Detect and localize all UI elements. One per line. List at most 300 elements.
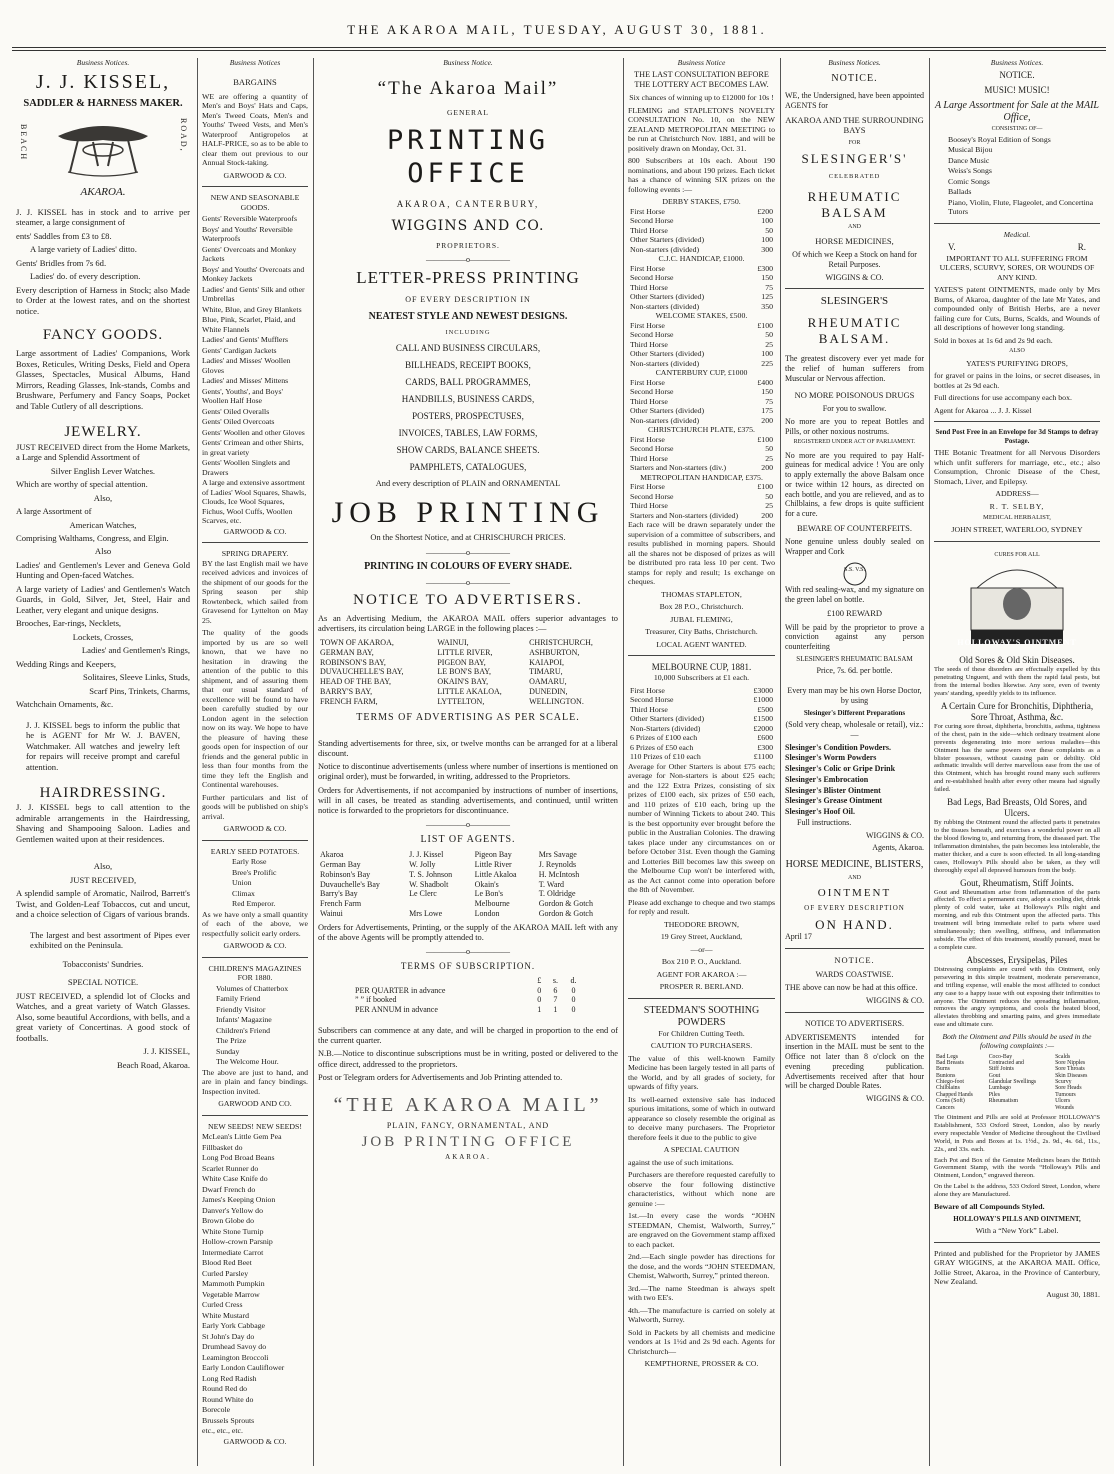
table-cell: 300 (761, 244, 773, 254)
table-cell: London (474, 908, 500, 918)
subscription-title: TERMS OF SUBSCRIPTION. (400, 960, 536, 971)
holloway-text: On the Label is the address, 533 Oxford Street, London, where alone they are Manufactured. (934, 1183, 1100, 1199)
list-item: Children's Friend (216, 1025, 271, 1035)
table-row (318, 870, 618, 880)
jewelry-text: Wedding Rings and Keepers, (16, 658, 117, 669)
column-4 (628, 58, 775, 1466)
table-cell: 100 (761, 216, 773, 226)
table-cell: Coco-Bay (988, 1053, 1013, 1060)
race-title: WELCOME STAKES, £500. (655, 311, 748, 321)
table-cell: French Farm (320, 899, 362, 909)
table-cell: Second Horse (630, 444, 674, 454)
table-cell: 125 (761, 292, 773, 302)
tobacco-text: A splendid sample of Aromatic, Nailrod, Barrett's Twist, and Golden-Leaf Tobaccos, cut and uncut, and a choice selection of Cigars of various brands. (16, 888, 190, 920)
table-cell: Other Starters (divided) (630, 292, 705, 302)
table-row (318, 909, 618, 919)
printing-office-title: PRINTING OFFICE (386, 125, 550, 190)
new-goods-list (202, 214, 308, 526)
melbourne-cup-signature: PROSPER R. BERLAND. (659, 982, 744, 992)
list-item: Friendly Visitor (216, 1004, 266, 1014)
table-row (318, 880, 618, 890)
balsam-text: With red sealing-wax, and my signature on the green label on bottle. (785, 584, 924, 604)
table-cell: £1500 (753, 714, 773, 724)
new-goods-title: NEW AND SEASONABLE GOODS. (210, 193, 300, 212)
fancy-goods-title: FANCY GOODS. (42, 327, 164, 344)
table-cell: Wounds (1055, 1104, 1074, 1111)
table-cell: 75 (765, 396, 773, 406)
table-cell: LE BON'S BAY, (437, 667, 492, 677)
table-cell: Le Bon's (474, 889, 503, 899)
column-3: Business Notice. “The Akaroa Mail” GENERAL PRINTING OFFICE AKAROA, CANTERBURY, WIGGINS AND CO. PROPRIETORS. —————o————— LETTER-PRESS PRINTING OF EVERY DESCRIPTION IN NEATEST STYLE AND NEWEST DESIGNS. INCLUDING CALL AND BUSINESS CIRCULARS, BILLHEADS, RECEIPT BOOKS, CARDS, BALL PROGRAMMES, HANDBILLS, BUSINESS CARDS, POSTERS, PROSPECTUSES, INVOICES, TABLES, LAW FORMS, SHOW CARDS, BALANCE SHEETS. PAMPHLETS, CATALOGUES, And every description of PLAIN and ORNAMENTAL JOB PRINTING On the Shortest Notice, and at CHRISCHURCH PRICES. —————o————— PRINTING IN COLOURS OF EVERY SHADE. —————o————— NOTICE TO ADVERTISERS. As an Advertising Medium, the AKAROA MAIL offers superior advantages to advertisers, its circulation being LARGE in the following places :— TOWN OF AKAROA, WAINUI, CHRISTCHURCH, GERMAN BAY, LITTLE RIVER, ASHBURTON, ROBINSON'S BAY, PIGEON BAY, KAIAPOI, DUVAUCHELLE'S BAY, LE BON'S BAY, TIMARU, HEAD OF THE BAY, OKAIN'S BAY, OAMARU, BARRY'S BAY, LITTLE AKALOA, DUNEDIN, FRENCH FARM, LYTTELTON, WELLINGTON. TERMS OF ADVERTISING AS PER SCALE. Standing advertisements for three, six, or twelve months can be arranged for at a liberal discount. Notice to discontinue advertisements (unless where number of insertions is mentioned on original order), must be forwarded, in writing, addressed to the Proprietors. Orders for Advertisements, if not accompanied by instructions of number of insertions, will in all cases, be treated as standing advertisements, and continued, until written notice is forwarded to the proprietors for discontinuance. —————o————— LIST OF AGENTS. Akaroa J. J. Kissel Pigeon Bay Mrs Savage German Bay W. Jolly Little River J. Reynolds Robinson's Bay T. S. Johnson Little Akaloa H. McIntosh Duvauchelle's Bay W. Shadbolt Okain's T. Ward Barry's Bay Le Clerc Le Bon's T. Oldridge French Farm Melbourne Gordon & Gotch Wainui Mrs Lowe London Gordon & Gotch Orders for Advertisements, Printing, or the supply of the AKAROA MAIL left with any of the above Agents will be promptly attended to. —————o————— TERMS OF SUBSCRIPTION. £ s. d. PER QUARTER in advance 0 6 0 ” ” if booked 0 7 0 PER ANNUM in advance 1 1 0 Subscribers can commence at any date, and will be charged in proportion to the end of the current quarter. N.B.—Notice to discontinue subscriptions must be in writing, posted or delivered to the office direct, addressed to the proprietors. Post or Telegram orders for Advertisements and Job Printing attended to. “THE AKAROA MAIL” PLAIN, FANCY, ORNAMENTAL, AND JOB PRINTING OFFICE AKAROA. (318, 58, 618, 1162)
table-cell: 25 (765, 501, 773, 511)
list-item: Union (232, 878, 252, 887)
list-item: Climax (232, 888, 255, 898)
medical-header: Medical. (1003, 229, 1031, 239)
yates-text: for gravel or pains in the loins, or secret diseases, in bottles at 2s 9d each. (934, 371, 1100, 390)
bad-legs-title: Bad Legs, Bad Breasts, Old Sores, and Ulcers. (947, 797, 1087, 819)
table-cell: 110 Prizes of £10 each (630, 752, 701, 762)
seed-potatoes-list (202, 857, 308, 909)
table-row (318, 638, 618, 648)
table-cell: Second Horse (630, 216, 674, 226)
table-cell: Gordon & Gotch (538, 899, 593, 909)
music-assortment: A Large Assortment for Sale at the MAIL Office, (935, 100, 1099, 124)
list-item: Hollow-crown Parsnip (202, 1237, 273, 1246)
table-cell: HEAD OF THE BAY, (320, 677, 391, 687)
table-row (318, 677, 618, 687)
list-item: Vegetable Marrow (202, 1289, 260, 1299)
table-cell: 150 (761, 387, 773, 397)
letterpress-title: LETTER-PRESS PRINTING (356, 268, 580, 288)
table-cell: Barry's Bay (320, 889, 358, 899)
table-cell: Third Horse (630, 339, 668, 349)
table-cell: Starters and Non-starters (div.) (630, 463, 727, 473)
tobacco-sundries: Tobacconists' Sundries. (62, 958, 144, 969)
list-item: Slesinger's Blister Ointment (785, 785, 881, 795)
general-label: GENERAL (447, 108, 489, 118)
holloway-text: By rubbing the Ointment round the affected parts it penetrates to the tissues beneath, and exercises a wonderful power on all the blood flowing to, and returning from, the diseased part. The inflammation diminishes, the pain becomes less intolerable, the matter thicker, and a cure is soon effected. In all long-standing cases, Holloway's Pills should also be taken, as they will thoroughly expel all depraved humours from the body. (934, 819, 1100, 874)
side-text-right: ROAD, (179, 118, 188, 153)
selby-name: R. T. SELBY, (989, 501, 1045, 511)
holloway-top-text: CURES FOR ALL (994, 552, 1040, 559)
footer-title: “THE AKAROA MAIL” (333, 1094, 603, 1117)
consultation-text: 800 Subscribers at 10s each. About 190 nominations, and about 190 prizes. Each ticket has a chance of winning SIX prizes on the following events :— (628, 156, 775, 194)
beware-compounds: Beware of all Compounds Styled. (934, 1202, 1045, 1212)
just-received-title: JUST RECEIVED, (69, 874, 137, 885)
table-cell: Other Starters (divided) (630, 235, 705, 245)
firm-name: WIGGINS AND CO. (391, 218, 545, 235)
list-item: Intermediate Carrot (202, 1247, 264, 1257)
list-item: White Case Knife do (202, 1174, 268, 1183)
jewelry-text: American Watches, (69, 519, 137, 530)
jewelry-text: Also, (93, 492, 113, 503)
table-row (628, 724, 775, 734)
table-cell: £ (537, 975, 542, 985)
jewelry-text: Also (94, 546, 112, 557)
table-cell: First Horse (630, 263, 665, 273)
melbourne-cup-signature: Box 210 P. O., Auckland. (661, 957, 742, 967)
list-item: CALL AND BUSINESS CIRCULARS, (395, 342, 541, 353)
table-row (318, 667, 618, 677)
jewelry-text: Comprising Walthams, Congress, and Elgin. (16, 532, 169, 543)
notice-to-advertisers-2: NOTICE TO ADVERTISERS. (804, 1018, 904, 1028)
garwood-signature: GARWOOD & CO. (223, 824, 287, 833)
horse-medicines: HORSE MEDICINES, (815, 235, 894, 246)
both-label: Both the Ointment and Pills should be used in the following complaints :— (942, 1032, 1092, 1051)
list-item: Round White do (202, 1394, 254, 1404)
table-cell: J. J. Kissel (409, 850, 444, 860)
list-item: Long Red Radish (202, 1373, 257, 1383)
table-cell: Okain's (474, 879, 499, 889)
table-row (318, 899, 618, 909)
table-cell: DUVAUCHELLE'S BAY, (320, 667, 404, 677)
melbourne-cup-signature: 19 Grey Street, Auckland, (660, 932, 743, 942)
list-item: Mammoth Pumpkin (202, 1279, 265, 1288)
table-cell: Little Akaloa (474, 869, 517, 879)
table-cell: Third Horse (630, 396, 668, 406)
masthead: THE AKAROA MAIL, TUESDAY, AUGUST 30, 1881. (347, 22, 767, 37)
spring-drapery-text: Further particulars and list of goods will be published on ship's arrival. (202, 792, 308, 821)
subscription-text: Subscribers can commence at any date, and will be charged in proportion to the end of the current quarter. (318, 1025, 618, 1046)
table-row (628, 292, 775, 302)
list-item: Musical Bijou (948, 145, 993, 155)
discontinue-text: Notice to discontinue advertisements (unless where number of insertions is mentioned on original order), must be forwarded, in writing, addressed to the Proprietors. (318, 762, 618, 782)
table-row (628, 492, 775, 502)
steedman-text: 2nd.—Each single powder has directions for the dose, and the words “JOHN STEEDMAN, Chemist, Walworth, Surrey,” printed thereon. (628, 1252, 775, 1281)
steedman-signature: KEMPTHORNE, PROSSER & CO. (644, 1359, 759, 1369)
list-item: CARDS, BALL PROGRAMMES, (405, 376, 531, 387)
race-table (628, 207, 775, 255)
table-cell: OAMARU, (529, 677, 567, 687)
of-every-description: OF EVERY DESCRIPTION (804, 904, 905, 913)
saddle-illustration (38, 114, 168, 180)
list-item: Bree's Prolific (232, 867, 277, 877)
table-row (628, 321, 775, 331)
table-row (318, 648, 618, 658)
table-cell: Third Horse (630, 501, 668, 511)
spring-drapery-text: BY the last English mail we have received advices and invoices of the shipment of our goods for the Spring season per ship Rowtenbeck, which sailed from Gravesend for Lyttelton on May 25. (202, 558, 308, 625)
table-cell: 0 (537, 995, 542, 1005)
table-cell: Other Starters (divided) (630, 714, 705, 724)
holloway-text: The Ointment and Pills are sold at Professor HOLLOWAY'S Establishment, 533 Oxford Street, London, also by nearly every respectable Vendor of Medicine throughout the Civilised World, in Pots and Boxes at 1s. 1½d., 2s. 9d., 4s. 6d., 11s., 22s., and 33s. each. (934, 1113, 1100, 1153)
melbourne-cup-text: Average for Other Starters is about £75 each; average for Non-starters is about £25 each; and the 122 Extra Prizes, consisting of six prizes of £100 each, six prizes of £50 each, and 110 prizes of £10 each, bring up the number of Winning Tickets to about 240. This is the best opportunity ever brought before the public in the Australian Colonies. The drawing takes place under any circumstances on or before October 31st. Even though the Gaming and Lotteries Bill becomes law this sweep on the Melbourne Cup won't be interfered with, as the Act cannot come into operation before the 8th of November. (628, 761, 775, 895)
balsam-price: Price, 7s. 6d. per bottle. (816, 666, 893, 676)
table-cell: Second Horse (630, 491, 674, 501)
agents-text: Orders for Advertisements, Printing, or the supply of the AKAROA MAIL left with any of the above Agents will be promptly attended to. (318, 922, 618, 942)
table-row (628, 686, 775, 696)
holloway-name: HOLLOWAY'S OINTMENT (957, 637, 1077, 647)
list-item: Piano, Violin, Flute, Flageolet, and Concertina Tutors (948, 197, 1094, 217)
kissel-subtitle: SADDLER & HARNESS MAKER. (23, 97, 183, 109)
race-title: METROPOLITAN HANDICAP, £375. (640, 472, 763, 482)
no-more-drugs: NO MORE POISONOUS DRUGS (794, 389, 915, 400)
jewelry-text: Solitaires, Sleeve Links, Studs, (83, 672, 190, 683)
race-table (628, 482, 775, 520)
consisting-label: CONSISTING OF— (991, 126, 1043, 133)
table-cell: Sore Throats (1055, 1066, 1085, 1073)
steedman-text: 1st.—In every case the words “JOHN STEEDMAN, Chemist, Walworth, Surrey,” are engraved on the Government stamp affixed to each packet. (628, 1211, 775, 1249)
table-cell: First Horse (630, 206, 665, 216)
masthead-rule-2 (12, 50, 1106, 51)
table-cell: 0 (571, 1005, 576, 1015)
jewelry-text: Which are worthy of special attention. (16, 479, 148, 490)
table-row (353, 976, 583, 986)
list-item: St John's Day do (202, 1331, 255, 1341)
table-cell: Piles (988, 1091, 1000, 1098)
table-cell: Ulcers (1055, 1098, 1071, 1105)
advertisers-text: As an Advertising Medium, the AKAROA MAIL offers superior advantages to advertisers, its circulation being LARGE in the following places :— (318, 613, 618, 633)
horse-medicine-title: HORSE MEDICINE, BLISTERS, (785, 859, 924, 871)
steedman-text: The value of this well-known Family Medicine has been largely tested in all parts of the World, and by all grades of society, for upwards of fifty years. (628, 1053, 775, 1092)
table-row (628, 245, 775, 255)
list-item: Gents' Oiled Overalls (202, 406, 270, 416)
table-cell: 25 (765, 453, 773, 463)
slesinger-title: SLESINGER'S' (801, 150, 908, 166)
list-item: Boys' and Youths' Reversible Waterproofs (202, 224, 293, 243)
table-cell: TIMARU, (529, 667, 563, 677)
table-cell: Gout (988, 1072, 1001, 1079)
garwood-signature: GARWOOD & CO. (223, 170, 287, 180)
table-cell: d. (570, 975, 577, 985)
consultation-signature: LOCAL AGENT WANTED. (656, 639, 747, 649)
table-cell: Corns (Soft) (936, 1098, 965, 1105)
table-cell: 0 (537, 985, 542, 995)
list-item: Slesinger's Colic or Gripe Drink (785, 764, 896, 774)
table-cell: Non-starters (divided) (630, 415, 700, 425)
table-cell: 50 (765, 330, 773, 340)
table-cell: Bunions (936, 1072, 956, 1079)
proprietors-label: PROPRIETORS. (436, 241, 500, 251)
slesinger-title-2: SLESINGER'S (820, 295, 889, 308)
column-divider (197, 58, 198, 1466)
table-cell: First Horse (630, 685, 665, 695)
list-item: Slesinger's Condition Powders. (785, 742, 892, 752)
column-header: Business Notices. (990, 58, 1044, 67)
table-cell: Lumbago (988, 1085, 1011, 1092)
consultation-signature: THOMAS STAPLETON, (661, 589, 742, 599)
table-cell: 225 (761, 358, 773, 368)
list-item: Slesinger's Grease Ointment (785, 796, 883, 806)
melbourne-cup-signature: —or— (690, 944, 713, 954)
printing-place: AKAROA, CANTERBURY, (396, 199, 540, 210)
table-cell: 50 (765, 225, 773, 235)
notice-title: NOTICE. (831, 73, 878, 85)
column-header: Business Notice (677, 58, 726, 67)
agents-table (318, 850, 618, 918)
and-every-text: And every description of PLAIN and ORNAMENTAL (375, 478, 561, 488)
steedman-caution: CAUTION TO PURCHASERS. (650, 1041, 753, 1051)
list-item: Dwarf French do (202, 1184, 256, 1194)
table-cell: £300 (757, 742, 773, 752)
wiggins-signature: WIGGINS & CO. (866, 996, 924, 1006)
childrens-magazines-title: CHILDREN'S MAGAZINES FOR 1880. (208, 963, 302, 982)
rheumatic-balsam-title: RHEUMATIC BALSAM (807, 188, 902, 220)
list-item: Weiss's Songs (948, 166, 992, 176)
table-cell: Skin Diseases (1055, 1072, 1088, 1079)
table-cell: £400 (757, 377, 773, 387)
pipes-text: The largest and best assortment of Pipes ever exhibited on the Peninsula. (30, 929, 190, 951)
subscription-text: N.B.—Notice to discontinue subscriptions must be in writing, posted or delivered to the office direct, addressed to the proprietors. (318, 1049, 618, 1069)
table-cell: Le Clerc (409, 889, 437, 899)
jewelry-agent-text: J. J. KISSEL begs to inform the public that he is AGENT for Mr W. J. BAVEN, Watchmaker. All watches and jewelry left for repairs will receive prompt and careful attention. (26, 719, 180, 772)
table-row (934, 1105, 1100, 1111)
table-row (628, 216, 775, 226)
garwood-signature: GARWOOD & CO. (223, 526, 287, 536)
table-cell: 200 (761, 415, 773, 425)
for-label: FOR (848, 139, 861, 146)
column-header: Business Notices. (76, 58, 130, 67)
balsam-text: No more are you required to pay Half-guineas for medical advice ! You are only to apply externally the above Balsam once or twice within 12 hours, as directed on each bottle, and you are relieved, and as to Chilblains, a few drops is quite sufficient for a cure. (785, 450, 924, 519)
kissel-text: ents' Saddles from £3 to £8. (16, 230, 112, 241)
steedman-text: 4th.—The manufacture is carried on solely at Walworth, Surrey. (628, 1305, 775, 1325)
kissel-text: Gents' Bridles from 7s 6d. (16, 257, 107, 268)
table-cell: Scalds (1055, 1053, 1071, 1060)
footer-subtitle: PLAIN, FANCY, ORNAMENTAL, AND (386, 1121, 550, 1131)
list-item: Slesinger's Embrocation (785, 774, 869, 784)
old-sores-title: Old Sores & Old Skin Diseases. (959, 655, 1075, 666)
balsam-text: The greatest discovery ever yet made for the relief of human sufferers from Muscular or Nervous affection. (785, 354, 924, 383)
table-row (628, 406, 775, 416)
table-cell: Bad Legs (936, 1053, 959, 1060)
purifying-drops-title: YATES'S PURIFYING DROPS, (966, 358, 1068, 368)
table-row (628, 435, 775, 445)
bargains-text: WE are offering a quantity of Men's and Boys' Hats and Caps, Men's Tweed Coats, Men's and Youths' Tweed Vests, and Men's Waterproof Antigropelos at HALF-PRICE, so as to be able to clear them out previous to our Annual Stock-taking. (202, 91, 308, 167)
and-label: AND (848, 875, 861, 882)
race-table (628, 378, 775, 426)
steedman-text: Sold in Packets by all chemists and medicine vendors at 1s 1½d and 2s 9d each. Agents for Christchurch— (628, 1327, 775, 1356)
new-seeds-list (202, 1132, 308, 1436)
table-cell: Gordon & Gotch (538, 908, 593, 918)
special-notice-title: SPECIAL NOTICE. (67, 977, 139, 988)
including-label: INCLUDING (445, 328, 491, 336)
retail-text: Of which we Keep a Stock on hand for Retail Purposes. (792, 250, 917, 269)
steedman-text: against the use of such imitations. (628, 1157, 734, 1167)
race-title: C.J.C. HANDICAP, £1000. (658, 254, 745, 264)
table-cell: £1100 (753, 752, 773, 762)
beware-counterfeits: BEWARE OF COUNTERFEITS. (797, 522, 912, 533)
seed-potatoes-text: As we have only a small quantity of each of the above, we respectfully solicit early orders. (202, 909, 308, 938)
imprint-date: August 30, 1881. (1046, 1289, 1100, 1299)
table-cell: Pigeon Bay (474, 850, 512, 860)
table-row (318, 860, 618, 870)
list-item: etc., etc., etc. (202, 1426, 243, 1435)
childrens-magazines-text: The above are just to hand, and are in plain and fancy bindings. Inspection invited. (202, 1067, 308, 1096)
wiggins-signature: WIGGINS & CO. (866, 1094, 924, 1104)
table-cell: Mrs Lowe (409, 908, 443, 918)
childrens-magazines-list (202, 984, 308, 1067)
table-row (628, 695, 775, 705)
table-cell: Non-Starters (divided) (630, 723, 701, 733)
jewelry-text: Ladies' and Gentlemen's Rings, (81, 645, 190, 656)
printing-services-list (318, 343, 618, 473)
table-cell: Stiff Joints (988, 1066, 1014, 1073)
balsam-text: For you to swallow. (822, 404, 887, 414)
holloway-ointment-illustration (957, 548, 1077, 648)
table-cell: Wainui (320, 908, 343, 918)
steedman-subtitle: For Children Cutting Teeth. (658, 1028, 745, 1038)
table-cell: DUNEDIN, (529, 686, 568, 696)
melbourne-cup-text: Please add exchange to cheque and two stamps for reply and result. (628, 897, 775, 917)
table-cell: First Horse (630, 482, 665, 492)
list-item: PAMPHLETS, CATALOGUES, (409, 461, 527, 472)
consultation-signature: Treasurer, City Baths, Christchurch. (645, 627, 758, 637)
list-item: Ladies' and Gents' Silk and other Umbrellas (202, 284, 305, 303)
horse-doctor-text: Every man may be his own Horse Doctor, by using (787, 686, 922, 705)
table-cell: Mrs Savage (538, 850, 577, 860)
table-cell: T. S. Johnson (409, 869, 453, 879)
list-item: Gents' Woollen Singlets and Drawers (202, 458, 290, 477)
column-divider (780, 58, 781, 1466)
steedman-special-caution: A SPECIAL CAUTION (663, 1145, 740, 1155)
kissel-title: J. J. KISSEL, (35, 71, 171, 94)
table-cell: Sore Heads (1055, 1085, 1082, 1092)
holloway-pills: HOLLOWAY'S PILLS AND OINTMENT, (953, 1214, 1081, 1223)
table-cell: First Horse (630, 377, 665, 387)
table-row (628, 397, 775, 407)
list-of-agents-title: LIST OF AGENTS. (420, 834, 516, 846)
list-item: White, Blue, and Grey Blankets (202, 304, 302, 314)
garwood-signature: GARWOOD & CO. (223, 1436, 287, 1446)
spring-drapery-title: SPRING DRAPERY. (221, 549, 289, 558)
kissel-text: Every description of Harness in Stock; also Made to Order at the lowest rates, and on the shortest notice. (16, 284, 190, 316)
table-row (353, 986, 583, 996)
table-cell: T. Ward (538, 879, 565, 889)
table-cell: Melbourne (474, 899, 510, 909)
table-cell: H. McIntosh (538, 869, 580, 879)
table-row (628, 416, 775, 426)
table-row (318, 658, 618, 668)
list-item: Dance Music (948, 155, 990, 165)
preparations-text: (Sold very cheap, wholesale or retail), viz.:— (785, 720, 924, 739)
and-label: AND (848, 224, 861, 231)
garwood-signature: GARWOOD & CO. (223, 941, 287, 950)
melbourne-cup-subtitle: 10,000 Subscribers at £1 each. (653, 673, 750, 683)
preparations-list (785, 743, 924, 817)
printed-published-text: Printed and published for the Proprietor by JAMES GRAY WIGGINS, at the AKAROA MAIL Office, Jollie Street, Akaroa, in the Province of Canterbury, New Zealand. (934, 1248, 1100, 1287)
hairdressing-text: J. J. KISSEL begs to call attention to the admirable arrangements in the Hairdressing, Shaving and Shampooing Saloon. Ladies and Gentlemen waited upon at their residences. (16, 802, 190, 844)
list-item: The Prize (216, 1036, 247, 1045)
table-cell (987, 1105, 1053, 1111)
list-item: Ballads (948, 187, 972, 197)
notice-title-2: NOTICE. (834, 955, 875, 966)
list-item: Gents' Oiled Overcoats (202, 417, 275, 426)
holloway-text: Gout and Rheumatism arise from inflammation of the parts affected. To effect a permanent cure, adopt a cooling diet, drink plenty of cold water, take at Holloway's Pills night and morning, and rub this Ointment upon the affected parts. This treatment will bring immediate relief to parts where used simultaneously; then swelling, stiffness, and inflammation subside. The effect of this treatment, steadily pursued, must be a complete cure. (934, 888, 1100, 951)
table-row (628, 264, 775, 274)
table-cell: 350 (761, 301, 773, 311)
table-cell: £2000 (753, 723, 773, 733)
table-row (318, 687, 618, 697)
table-row (628, 743, 775, 753)
list-item: Boys' and Youths' Overcoats and Monkey Jackets (202, 264, 305, 283)
table-row (628, 501, 775, 511)
table-cell: Tumours (1055, 1091, 1076, 1098)
table-row (628, 444, 775, 454)
list-item: POSTERS, PROSPECTUSES, (412, 410, 524, 421)
jewelry-text: A large variety of Ladies' and Gentlemen's Watch Guards, in Gold, Silver, Jet, Steel, Hair and Leather, very elegant and unique designs. (16, 583, 190, 615)
shortest-notice: On the Shortest Notice, and at CHRISCHURCH PRICES. (370, 533, 566, 543)
jewelry-text: Ladies' and Gentlemen's Lever and Geneva Gold Hunting and Open-faced Watches. (16, 559, 190, 581)
table-row (628, 511, 775, 521)
race-title: CANTERBURY CUP, £1000 (655, 368, 748, 378)
list-item: Danver's Yellow do (202, 1205, 263, 1215)
subscription-text: Post or Telegram orders for Advertisements and Job Printing attended to. (318, 1072, 563, 1082)
job-printing-title: JOB PRINTING (331, 495, 605, 529)
send-post-free: Send Post Free in an Envelope for 3d Stamps to defray Postage. (935, 428, 1099, 445)
column-divider (623, 58, 624, 1466)
table-cell: Other Starters (divided) (630, 406, 705, 416)
list-item: Slesinger's Worm Powders (785, 753, 877, 763)
reward-title: £100 REWARD (826, 608, 882, 619)
